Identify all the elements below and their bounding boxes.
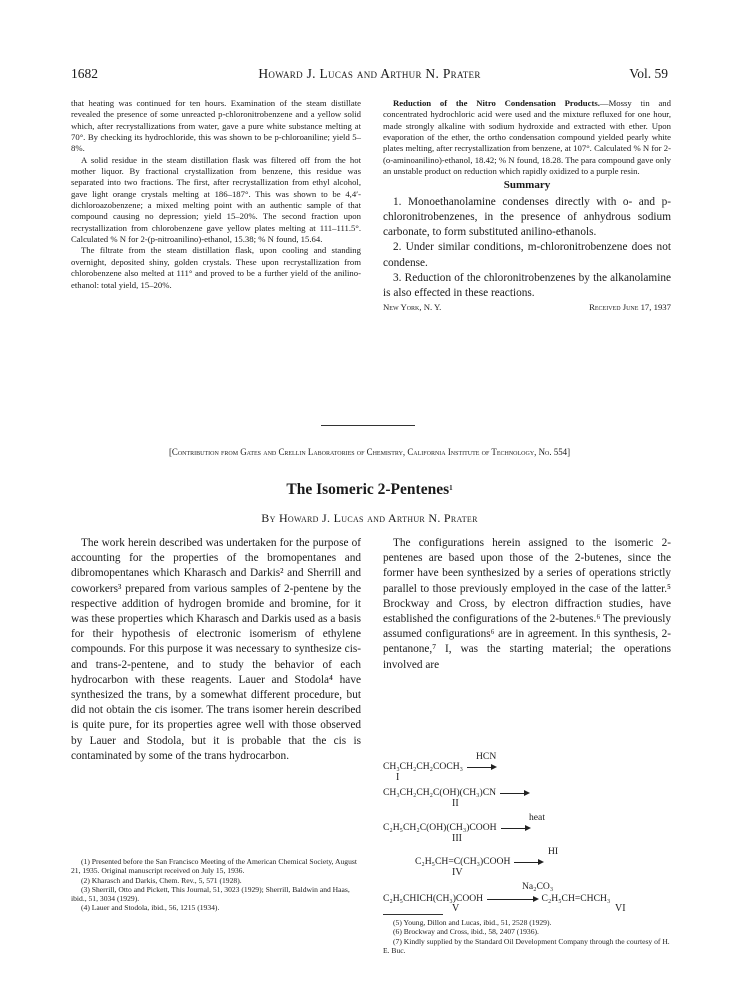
summary-heading: Summary: [503, 179, 551, 192]
arrow-icon: [501, 823, 531, 833]
footnotes-left: [71, 857, 361, 913]
formula: CH₃CH₂CH₂C(OH)(CH₃)CN: [383, 787, 497, 798]
compound-4: [415, 856, 544, 867]
body-left-column: [71, 536, 361, 764]
title-text: The Isomeric 2-Pentenes: [286, 481, 450, 498]
paragraph: —Mossy tin and concentrated hydrochloric acid were used and the mixture refluxed for one hour, made strongly alkaline with sodium hydroxide and extracted with ether. Upon evaporation of the ether, the ortho condensation compound yielded pearly white plates melting, after recrystallization from benzene, at 107°. Calculated % N for 2-(o-aminoanilino)-ethanol, 18.42; % N found, 18.28. The para compound gave only an unstable product on reduction which rapidly oxidized to a purple resin.: [383, 98, 671, 177]
compound-1: [383, 761, 497, 772]
compound-number: II: [452, 798, 459, 809]
arrow-icon: [514, 857, 544, 867]
footnote: (7) Kindly supplied by the Standard Oil Development Company through the courtesy of H. E. Buc.: [383, 936, 670, 955]
footnote: (1) Presented before the San Francisco Meeting of the American Chemical Society, August 21, 1935. Original manuscript received on July 15, 1936.: [71, 857, 357, 876]
compound-number: I: [396, 772, 400, 783]
place: New York, N. Y.: [383, 302, 442, 313]
summary-item: 2. Under similar conditions, m-chloronitrobenzene does not condense.: [383, 241, 671, 269]
footnote: (6) Brockway and Cross, ibid., 58, 2407 (1936).: [393, 927, 539, 937]
reagent-label: HI: [548, 846, 559, 857]
footnotes-right: [383, 918, 671, 955]
received-date: Received June 17, 1937: [589, 302, 671, 313]
page-header: [71, 66, 668, 86]
formula: C₂H₅CH₂C(OH)(CH₃)COOH: [383, 822, 497, 833]
compound-number: V: [452, 903, 460, 914]
compound-5: [383, 893, 673, 904]
compound-number: VI: [615, 903, 626, 914]
summary: [383, 195, 671, 301]
contribution-note: [Contribution from Gates and Crellin Laboratories of Chemistry, California Institute of Technology, No. 554]: [168, 447, 571, 457]
reagent-label: HCN: [476, 751, 497, 762]
title-footnote-mark: 1: [449, 484, 453, 492]
volume-label: Vol. 59: [629, 66, 668, 81]
compound-3: [383, 822, 531, 833]
article-divider: [321, 425, 415, 426]
formula: C₂H₅CH=C(CH₃)COOH: [415, 856, 511, 867]
paragraph: The filtrate from the steam distillation flask, upon cooling and standing overnight, deposited shiny, golden crystals. These upon recrystallization from chlorobenzene also melted at 111° and proved to be a further yield of the anilino-ethanol: total yield, 15–20%.: [71, 245, 361, 290]
prev-article-right-column: [383, 98, 671, 314]
section-heading: Reduction of the Nitro Condensation Products.: [393, 98, 600, 108]
reagent-label: heat: [529, 812, 545, 823]
body-right-column: [383, 536, 671, 673]
arrow-icon: [467, 762, 497, 772]
formula: C₂H₅CH=CHCH₃: [541, 893, 611, 904]
arrow-icon: [500, 788, 530, 798]
running-head: Howard J. Lucas and Arthur N. Prater: [258, 66, 481, 81]
compound-2: [383, 787, 530, 798]
footnote: (5) Young, Dillon and Lucas, ibid., 51, 2528 (1929).: [393, 918, 552, 927]
article-title: [0, 481, 739, 499]
summary-item: 3. Reduction of the chloronitrobenzenes by the alkanolamine is also effected in these reactions.: [383, 271, 671, 299]
footnote: (3) Sherrill, Otto and Pickett, This Journal, 51, 3023 (1929); Sherrill, Baldwin and Haas, ibid., 51, 3034 (1929).: [71, 884, 350, 904]
arrow-icon: [487, 894, 539, 904]
footnote: (2) Kharasch and Darkis, Chem. Rev., 5, 571 (1928).: [81, 875, 242, 885]
formula: C₂H₅CHICH(CH₃)COOH: [383, 893, 484, 904]
byline: By Howard J. Lucas and Arthur N. Prater: [261, 511, 478, 525]
reagent-label: Na₂CO₃: [522, 881, 554, 892]
summary-item: 1. Monoethanolamine condenses directly with o- and p-chloronitrobenzenes, in the presence of anhydrous sodium carbonate, to form substituted anilino-ethanols.: [383, 195, 671, 239]
received-line: [383, 302, 671, 313]
page-number: 1682: [71, 66, 98, 81]
compound-number: IV: [452, 867, 463, 878]
paragraph: that heating was continued for ten hours. Examination of the steam distillate revealed the presence of some unreacted p-chloronitrobenzene and a yellow solid which, after recrystallizations from water, gave a pure white substance melting at 70°. By checking its hydrochloride, this was shown to be p-chloroaniline; yield 5–8%.: [71, 98, 361, 154]
paragraph: The work herein described was undertaken for the purpose of accounting for the properties of the bromopentanes and dibromopentanes which Kharasch and Darkis² and Sherrill and coworkers³ prepared from various samples of 2-pentene by the respective addition of hydrogen bromide and bromine, for it was these properties which Kharasch and Darkis used as a basis for their hypothesis of electronic isomerism of ethylene compounds. For this purpose it was necessary to synthesize cis- and trans-2-pentene, and to study the behavior of each hydrocarbon with these reagents. Lauer and Stodola⁴ have synthesized the trans, by a somewhat different procedure, but did not obtain the cis isomer. The trans isomer herein described is quite pure, for its properties agree well with those observed by Lauer and Stodola, but it is probable that the cis is contaminated by some of the trans hydrocarbon.: [71, 537, 361, 762]
paragraph: The configurations herein assigned to the isomeric 2-pentenes are based upon those of the 2-butenes, since the former have been synthesized by a series of operations strictly parallel to those previously employed in the case of the latter.⁵ Brockway and Cross, by electron diffraction studies, have established the configurations of the 2-butenes.⁶ The previously assumed configurations⁶ are in agreement. In this synthesis, 2-pentanone,⁷ I, was the starting material; the operations involved are: [383, 537, 671, 671]
paragraph: A solid residue in the steam distillation flask was filtered off from the hot mother liquor. By fractional crystallization from benzene, this residue was separated into two fractions. The first, after recrystallization from ethyl alcohol, gave light orange crystals melting at 186–187°. This was shown to be 4,4′-dichloroazobenzene; a mixed melting point with an authentic sample of that compound causing no depression; yield 15–20%. The second fraction upon recrystallization from chlorobenzene gave yellow plates melting at 111–111.5°. Calculated % N for 2-(p-nitroanilino)-ethanol, 15.38; % N found, 15.64.: [71, 154, 361, 245]
compound-number: III: [452, 833, 462, 844]
footnote-divider: [383, 914, 443, 915]
formula: CH₃CH₂CH₂COCH₃: [383, 761, 464, 772]
footnote: (4) Lauer and Stodola, ibid., 56, 1215 (1934).: [81, 903, 220, 913]
prev-article-left-column: [71, 98, 361, 291]
